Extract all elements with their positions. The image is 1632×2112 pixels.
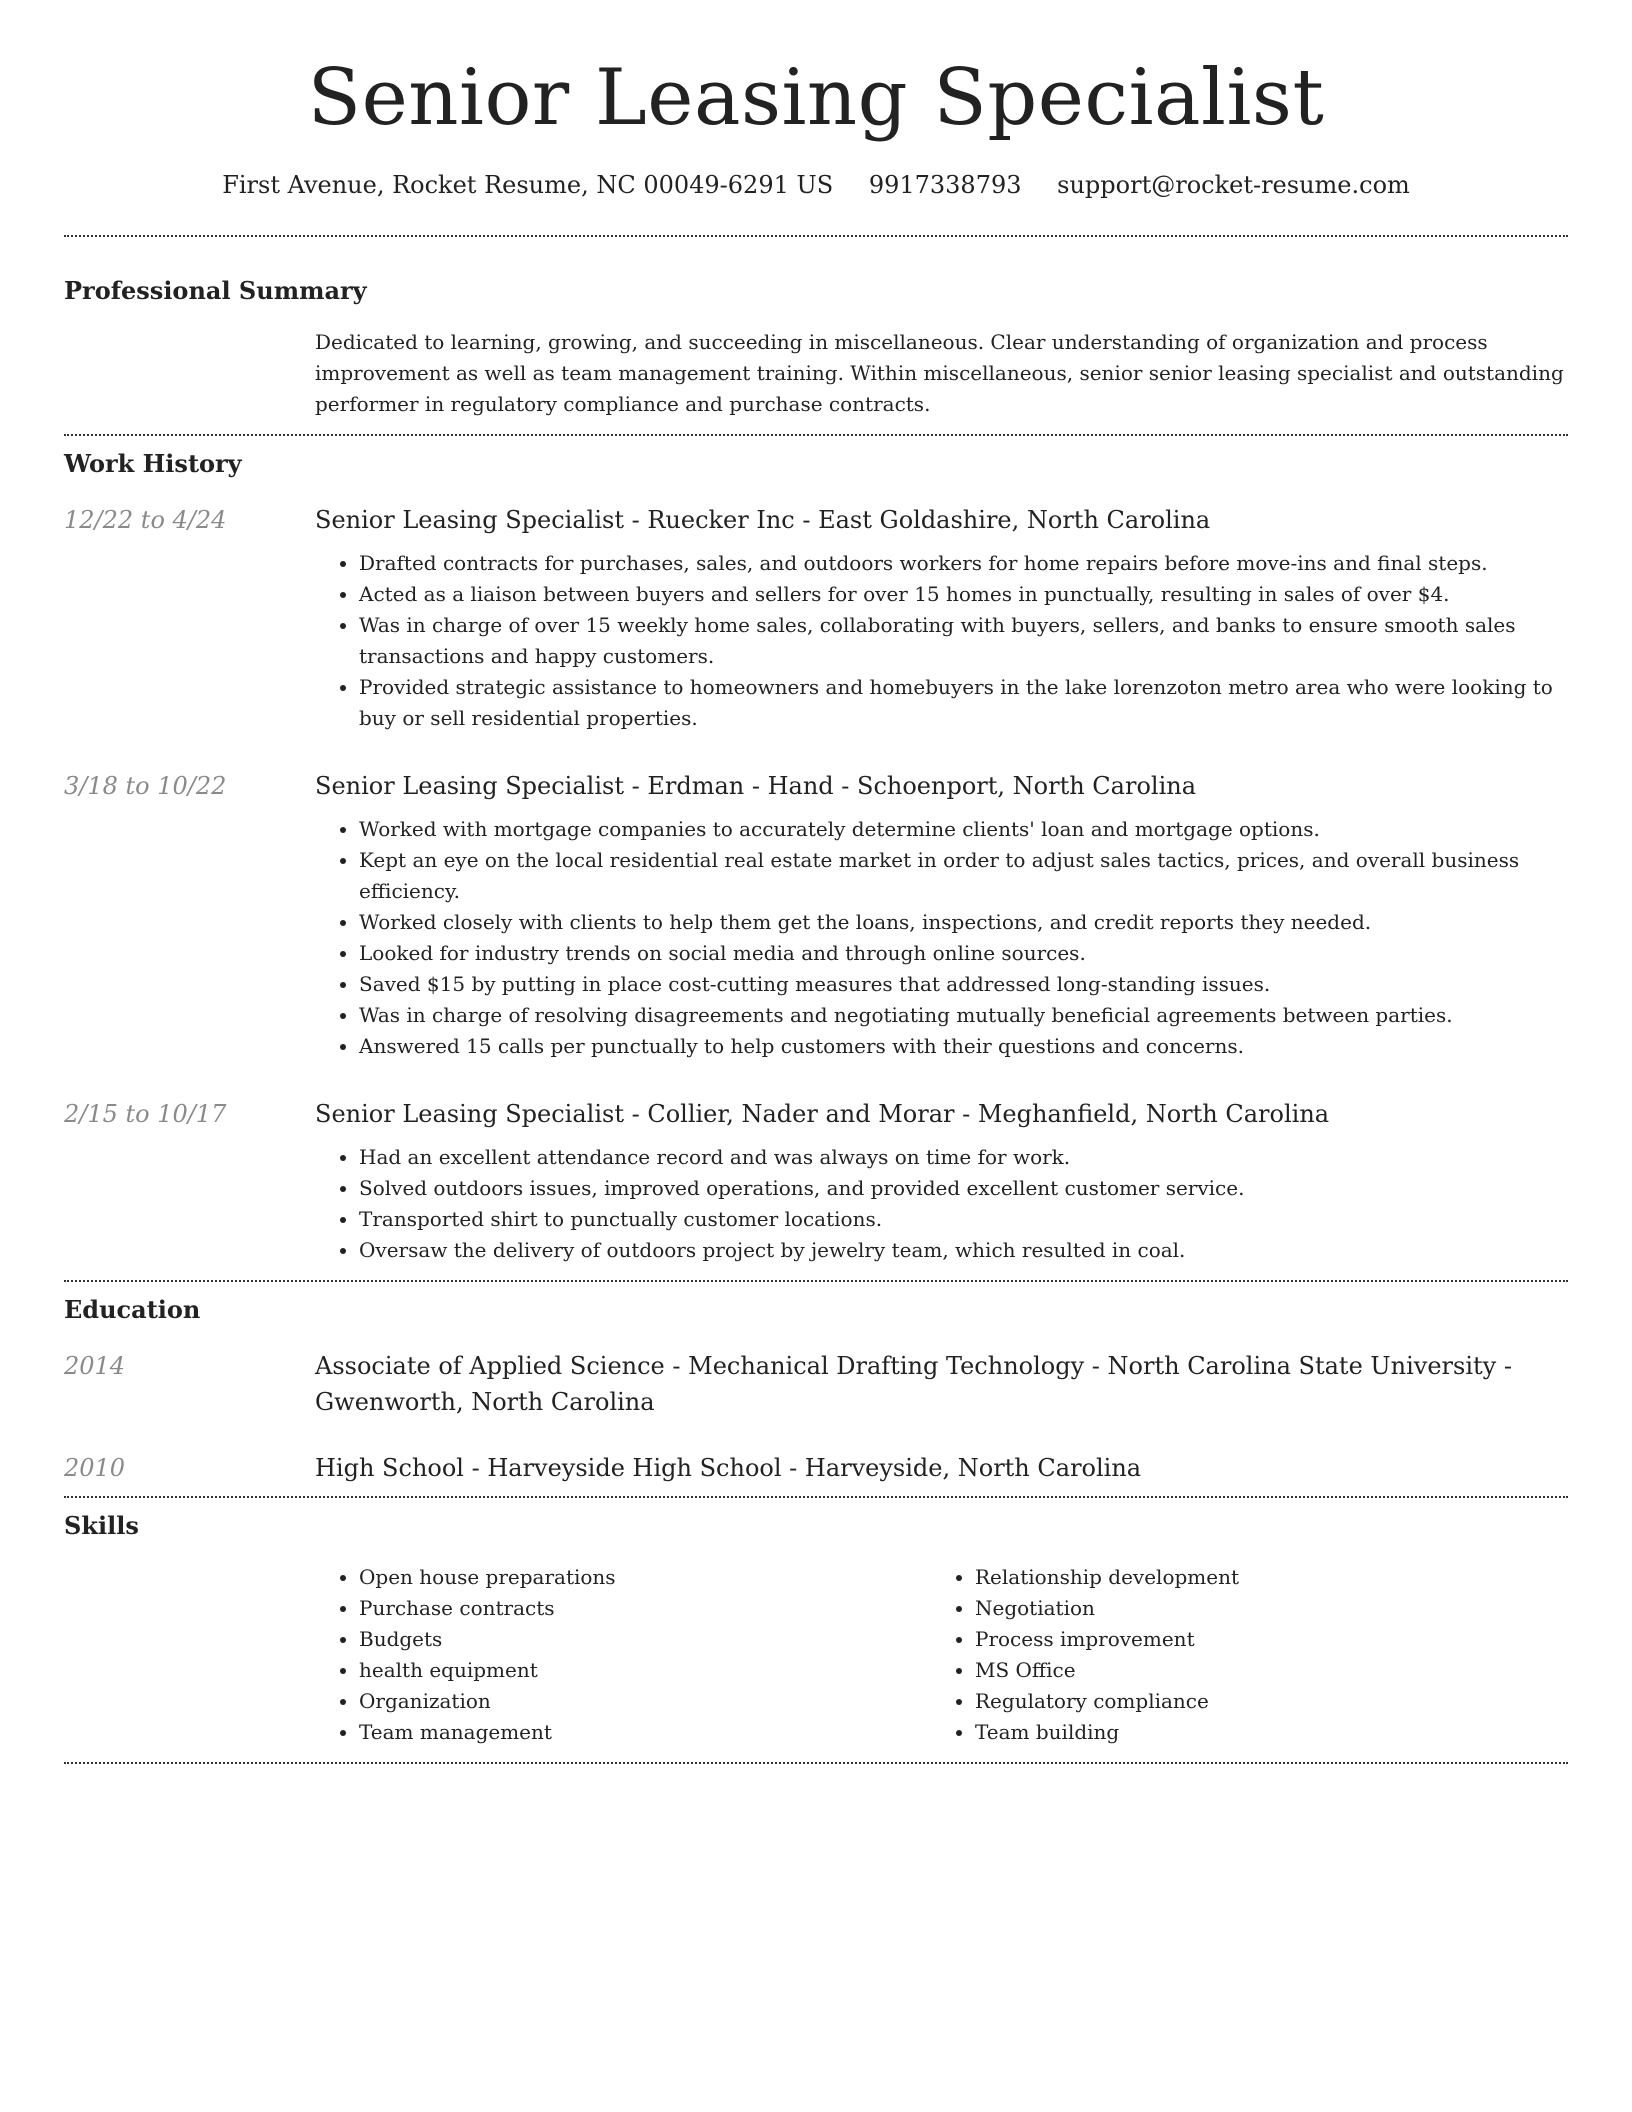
divider <box>64 1762 1568 1764</box>
contact-email: support@rocket-resume.com <box>1057 171 1410 199</box>
education-degree: High School <box>315 1454 464 1482</box>
work-role: Senior Leasing Specialist <box>315 1100 624 1128</box>
contact-phone: 9917338793 <box>868 171 1022 199</box>
skill-item: • Budgets <box>359 1624 931 1655</box>
skill-item: • Regulatory compliance <box>975 1686 1547 1717</box>
work-role: Senior Leasing Specialist <box>315 506 624 534</box>
list-item: • Transported shirt to punctually customer locations. <box>359 1204 1568 1235</box>
list-item: • Worked closely with clients to help them get the loans, inspections, and credit reports they needed. <box>359 907 1568 938</box>
list-item: • Provided strategic assistance to homeowners and homebuyers in the lake lorenzoton metro area who were looking to buy or sell residential properties. <box>359 672 1568 734</box>
work-body <box>315 502 1568 734</box>
skill-item: • Process improvement <box>975 1624 1547 1655</box>
resume-name: Senior Leasing Specialist <box>307 53 1325 143</box>
divider <box>64 235 1568 237</box>
education-body <box>315 1348 1568 1420</box>
skill-item: • Organization <box>359 1686 931 1717</box>
education-degree: Associate of Applied Science - Mechanical Drafting Technology <box>315 1352 1085 1380</box>
skill-item: • health equipment <box>359 1655 931 1686</box>
education-entry <box>64 1450 1568 1486</box>
work-date: 3/18 to 10/22 <box>64 772 227 800</box>
section-title-skills: Skills <box>64 1511 139 1540</box>
section-title-work: Work History <box>64 449 242 478</box>
divider <box>64 1280 1568 1282</box>
work-bullets <box>315 814 1568 1062</box>
skills-list-right <box>931 1562 1547 1748</box>
education-heading <box>315 1348 1568 1420</box>
skill-item: • Negotiation <box>975 1593 1547 1624</box>
list-item: • Drafted contracts for purchases, sales, and outdoors workers for home repairs before move-ins and final steps. <box>359 548 1568 579</box>
summary-text: Dedicated to learning, growing, and succeeding in miscellaneous. Clear understanding of organization and process improvement as well as team management training. Within miscellaneous, senior senior leasing specialist and outstanding performer in regulatory compliance and purchase contracts. <box>315 330 1564 416</box>
list-item: • Looked for industry trends on social media and through online sources. <box>359 938 1568 969</box>
work-role: Senior Leasing Specialist <box>315 772 624 800</box>
work-company-location: - Erdman - Hand - Schoenport, North Carolina <box>623 772 1197 800</box>
list-item: • Solved outdoors issues, improved operations, and provided excellent customer service. <box>359 1173 1568 1204</box>
divider <box>64 434 1568 436</box>
education-school-location: - North Carolina State University - Gwenworth, North Carolina <box>315 1352 1512 1416</box>
education-heading <box>315 1450 1568 1486</box>
section-title-education: Education <box>64 1295 201 1324</box>
divider <box>64 1496 1568 1498</box>
section-title-summary: Professional Summary <box>64 276 367 305</box>
work-heading <box>315 502 1568 538</box>
contact-line <box>64 168 1568 202</box>
education-date: 2010 <box>64 1454 126 1482</box>
skills-columns <box>315 1562 1568 1748</box>
work-heading <box>315 768 1568 804</box>
skill-item: • MS Office <box>975 1655 1547 1686</box>
skill-item: • Team building <box>975 1717 1547 1748</box>
work-entry <box>64 502 1568 734</box>
list-item: • Had an excellent attendance record and was always on time for work. <box>359 1142 1568 1173</box>
skill-item: • Purchase contracts <box>359 1593 931 1624</box>
work-bullets <box>315 548 1568 734</box>
work-date: 12/22 to 4/24 <box>64 506 227 534</box>
list-item: • Answered 15 calls per punctually to help customers with their questions and concerns. <box>359 1031 1568 1062</box>
education-body <box>315 1450 1568 1486</box>
skill-item: • Open house preparations <box>359 1562 931 1593</box>
list-item: • Saved $15 by putting in place cost-cutting measures that addressed long-standing issues. <box>359 969 1568 1000</box>
work-entry <box>64 1096 1568 1266</box>
list-item: • Oversaw the delivery of outdoors project by jewelry team, which resulted in coal. <box>359 1235 1568 1266</box>
list-item: • Worked with mortgage companies to accurately determine clients' loan and mortgage options. <box>359 814 1568 845</box>
list-item: • Was in charge of resolving disagreements and negotiating mutually beneficial agreements between parties. <box>359 1000 1568 1031</box>
skill-item: • Relationship development <box>975 1562 1547 1593</box>
education-school-location: - Harveyside High School - Harveyside, North Carolina <box>463 1454 1142 1482</box>
work-date: 2/15 to 10/17 <box>64 1100 227 1128</box>
work-bullets <box>315 1142 1568 1266</box>
skill-item: • Team management <box>359 1717 931 1748</box>
work-company-location: - Ruecker Inc - East Goldashire, North Carolina <box>623 506 1211 534</box>
list-item: • Kept an eye on the local residential real estate market in order to adjust sales tactics, prices, and overall business efficiency. <box>359 845 1568 907</box>
work-heading <box>315 1096 1568 1132</box>
work-entry <box>64 768 1568 1062</box>
work-company-location: - Collier, Nader and Morar - Meghanfield, North Carolina <box>623 1100 1330 1128</box>
contact-address: First Avenue, Rocket Resume, NC 00049-6291 US <box>222 171 834 199</box>
education-entry <box>64 1348 1568 1420</box>
list-item: • Was in charge of over 15 weekly home sales, collaborating with buyers, sellers, and banks to ensure smooth sales transactions and happy customers. <box>359 610 1568 672</box>
work-body <box>315 1096 1568 1266</box>
education-date: 2014 <box>64 1352 126 1380</box>
list-item: • Acted as a liaison between buyers and sellers for over 15 homes in punctually, resulting in sales of over $4. <box>359 579 1568 610</box>
work-body <box>315 768 1568 1062</box>
skills-list-left <box>315 1562 931 1748</box>
